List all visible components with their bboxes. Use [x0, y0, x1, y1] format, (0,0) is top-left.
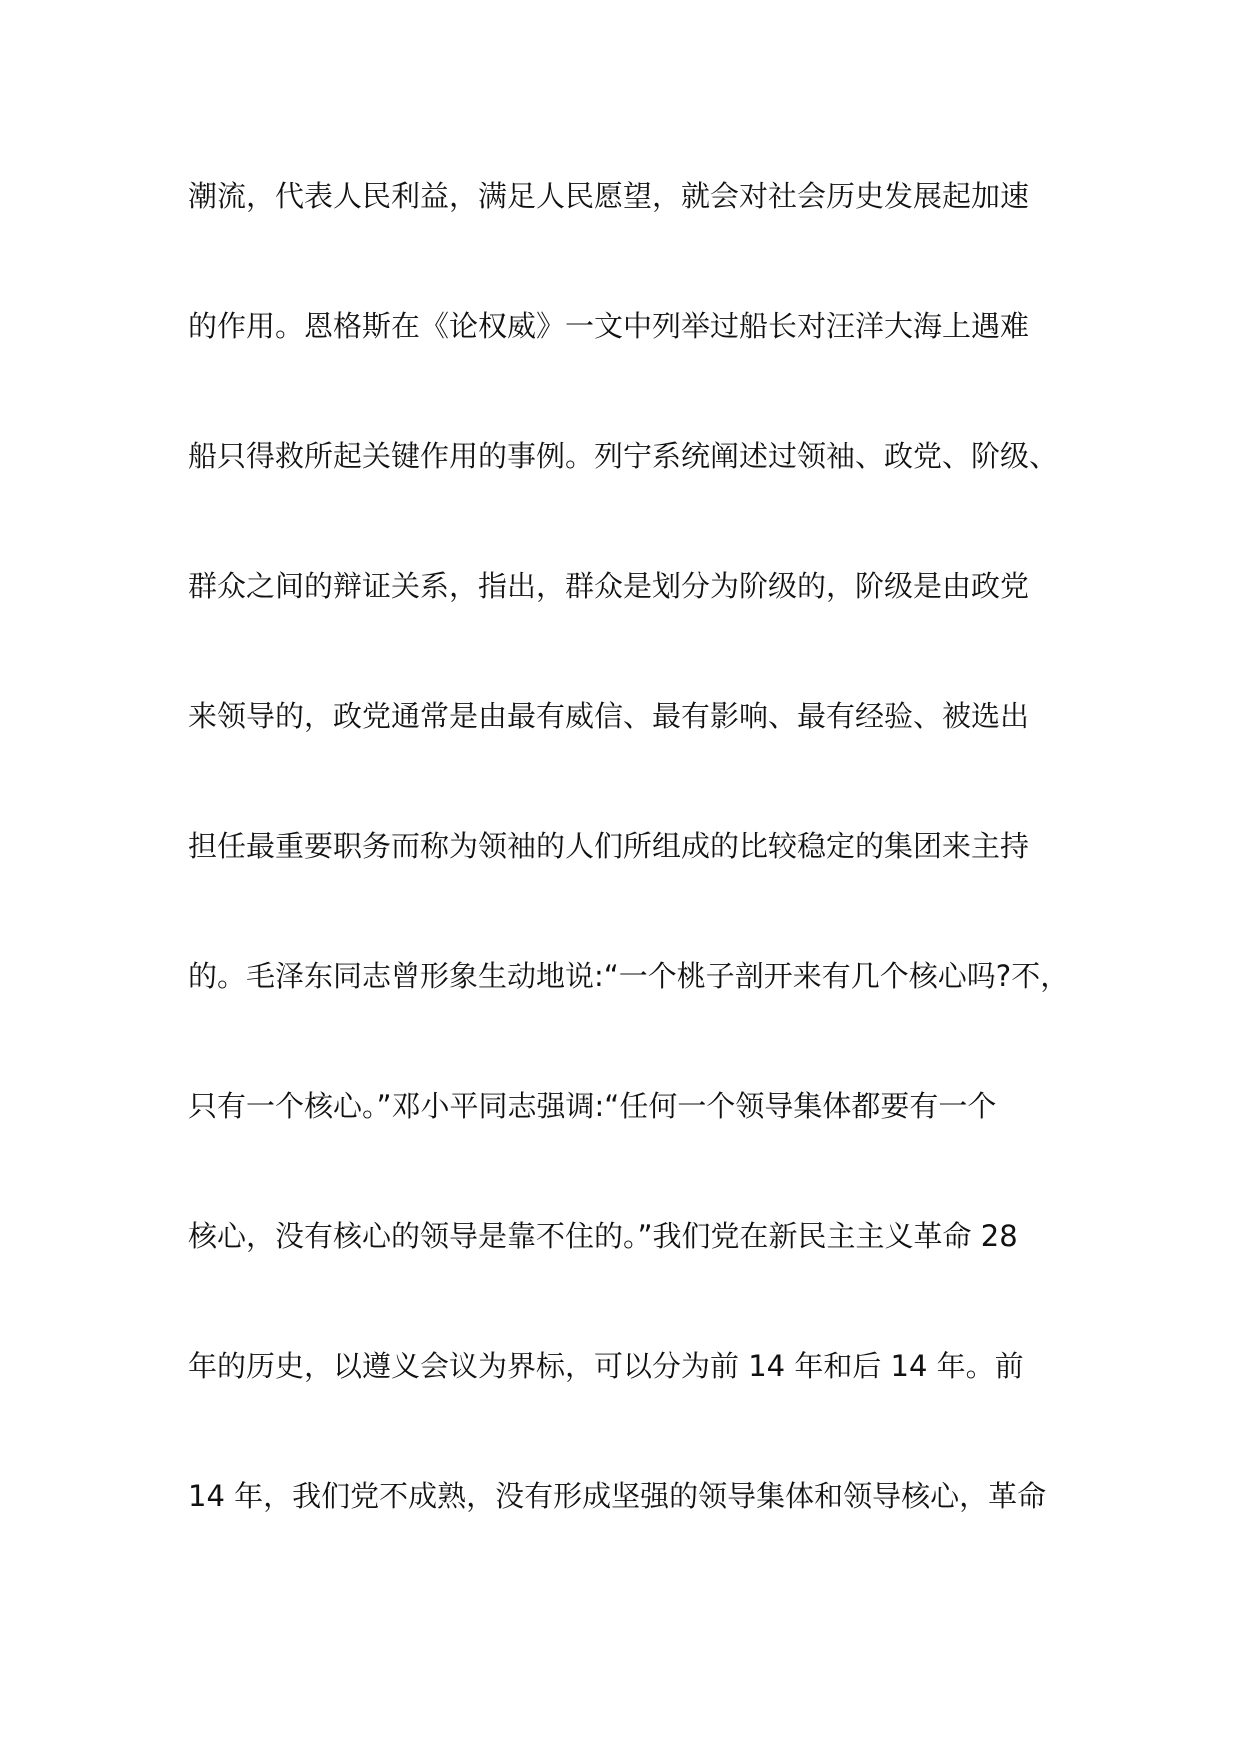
body-text-line: 年的历史，以遵义会议为界标，可以分为前 14 年和后 14 年。前: [188, 1349, 1024, 1383]
body-text-line: 担任最重要职务而称为领袖的人们所组成的比较稳定的集团来主持: [188, 829, 1030, 863]
body-text-line: 的作用。恩格斯在《论权威》一文中列举过船长对汪洋大海上遇难: [188, 309, 1030, 343]
body-text-line: 只有一个核心。”邓小平同志强调:“任何一个领导集体都要有一个: [188, 1089, 997, 1123]
body-text-line: 来领导的，政党通常是由最有威信、最有影响、最有经验、被选出: [188, 699, 1030, 733]
body-text-line: 的。毛泽东同志曾形象生动地说:“一个桃子剖开来有几个核心吗?不，: [188, 959, 1070, 993]
body-text-line: 核心，没有核心的领导是靠不住的。”我们党在新民主主义革命 28: [188, 1219, 1018, 1253]
body-text-line: 船只得救所起关键作用的事例。列宁系统阐述过领袖、政党、阶级、: [188, 439, 1059, 473]
body-text-line: 群众之间的辩证关系，指出，群众是划分为阶级的，阶级是由政党: [188, 569, 1030, 603]
body-text-line: 潮流，代表人民利益，满足人民愿望，就会对社会历史发展起加速: [188, 179, 1030, 213]
body-text-line: 14 年，我们党不成熟，没有形成坚强的领导集体和领导核心，革命: [188, 1479, 1047, 1513]
